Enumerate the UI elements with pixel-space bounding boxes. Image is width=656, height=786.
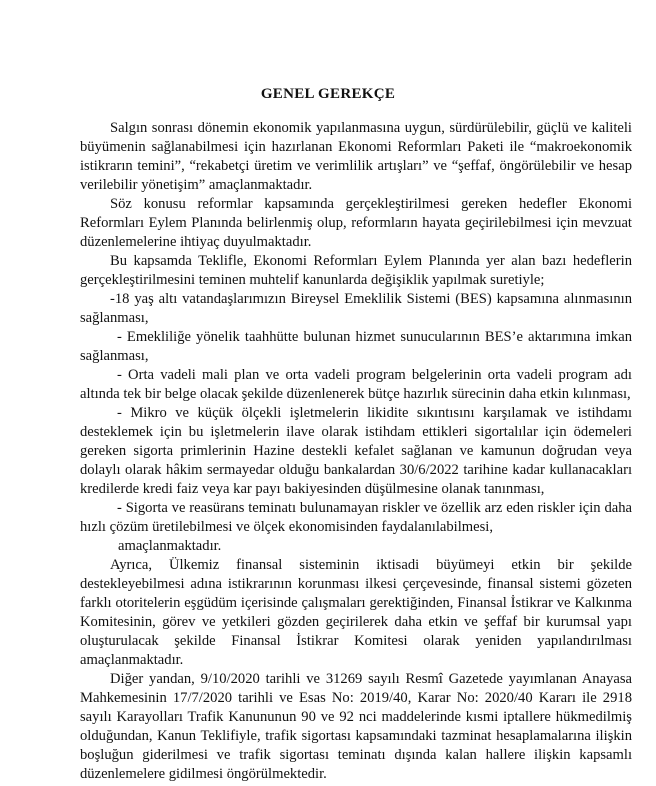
document-body xyxy=(80,119,632,784)
list-item-insurance-risks: - Sigorta ve reasürans teminatı bulunamayan riskler ve özellik arz eden riskler için daha hızlı çözüm üretilebilmesi ve ölçek ekonomisinden faydalanılabilmesi, xyxy=(80,500,632,535)
paragraph-scope: Bu kapsamda Teklifle, Ekonomi Reformları Eylem Planında yer alan bazı hedeflerin gerçekleştirilmesini teminen muhtelif kanunlarda değişiklik yapılmak suretiyle; xyxy=(80,253,632,288)
paragraph-traffic-insurance: Diğer yandan, 9/10/2020 tarihli ve 31269 sayılı Resmî Gazetede yayımlanan Anayasa Mahkemesinin 17/7/2020 tarihli ve Esas No: 2019/40, Karar No: 2020/40 Kararı ile 2918 sayılı Karayolları Trafik Kanununun 90 ve 92 nci maddelerinde kısmi iptallere hükmedilmiş olduğundan, Kanun Teklifiyle, trafik sigortası kapsamındaki tazminat hesaplamalarına ilişkin boşluğun giderilmesi ve trafik sigortası teminatı dışında kalan hallere ilişkin kapsamlı düzenlemelere gidilmesi öngörülmektedir. xyxy=(80,671,632,782)
list-item-bes-under-18: -18 yaş altı vatandaşlarımızın Bireysel Emeklilik Sistemi (BES) kapsamına alınmasının sağlanması, xyxy=(80,291,632,326)
paragraph-intro: Salgın sonrası dönemin ekonomik yapılanmasına uygun, sürdürülebilir, güçlü ve kaliteli büyümenin sağlanabilmesi için hazırlanan Ekonomi Reformları Paketi ile “makroekonomik istikrarın temini”, “rekabetçi üretim ve verimlilik artışları” ve “şeffaf, öngörülebilir ve hesap verilebilir yönetişim” amaçlanmaktadır. xyxy=(80,120,632,193)
list-item-mid-term-program: - Orta vadeli mali plan ve orta vadeli program belgelerinin orta vadeli program adı altında tek bir belge olacak şekilde düzenlenerek bütçe hazırlık sürecinin daha etkin kılınması, xyxy=(80,367,632,402)
paragraph-financial-stability: Ayrıca, Ülkemiz finansal sisteminin iktisadi büyümeyi etkin bir şekilde destekleyebilmesi adına istikrarının korunması ilkesi çerçevesinde, finansal sistemi gözeten farklı otoritelerin eşgüdüm içerisinde çalışmaları gerektiğinden, Finansal İstikrar ve Kalkınma Komitesinin, görev ve yetkileri gözden geçirilerek daha etkin ve şeffaf bir kurumsal yapı oluşturulacak şekilde Finansal İstikrar Komitesi olarak yeniden yapılandırılması amaçlanmaktadır. xyxy=(80,557,632,668)
list-item-sme-support: - Mikro ve küçük ölçekli işletmelerin likidite sıkıntısını karşılamak ve istihdamı desteklemek için bu işletmelerin ilave olarak istihdam ettikleri sigortalılar için ödemeleri gereken sigorta primlerinin Hazine destekli kefalet sağlanan ve kamunun doğrudan veya dolaylı olarak hâkim sermayedar olduğu bankalardan 30/6/2022 tarihine kadar kullanacakları kredilerde kredi faiz veya kar payı bakiyesinden düşülmesine olanak tanınması, xyxy=(80,405,632,497)
paragraph-reforms: Söz konusu reformlar kapsamında gerçekleştirilmesi gereken hedefler Ekonomi Reformları Eylem Planında belirlenmiş olup, reformların hayata geçirilebilmesi için mevzuat düzenlemelerine ihtiyaç duyulmaktadır. xyxy=(80,196,632,250)
list-item-bes-transfer: - Emekliliğe yönelik taahhütte bulunan hizmet sunucularının BES’e aktarımına imkan sağlanması, xyxy=(80,329,632,364)
document-title: GENEL GEREKÇE xyxy=(260,86,396,102)
list-conclusion: amaçlanmaktadır. xyxy=(118,538,222,554)
